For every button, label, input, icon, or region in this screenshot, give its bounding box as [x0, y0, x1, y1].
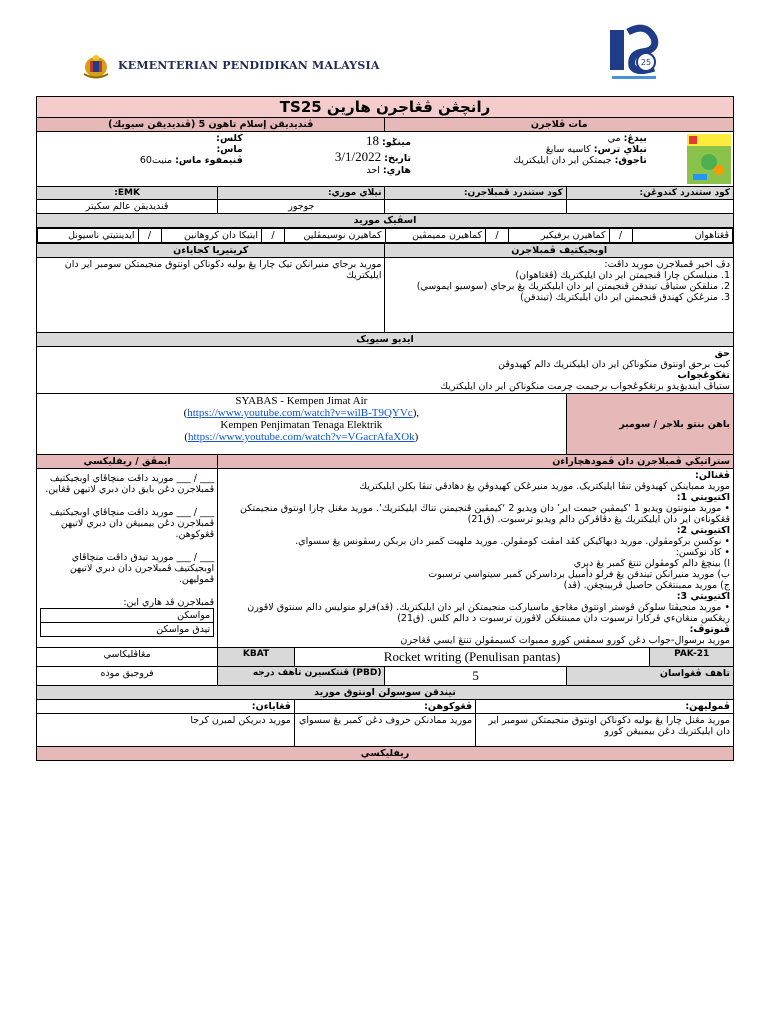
document-header	[0, 0, 768, 96]
closure-text: موريد برسوال-جواب دڠن ڬورو سمڤس ڬورو ممبوات كسيمڤولن تنتڠ ايسي ڤڠاجرن	[400, 635, 730, 646]
criteria-header: كريتيريا كجاياءن	[37, 244, 385, 258]
set-induction-label: ڤڠنالن:	[695, 470, 730, 481]
closure-label: ڤنوتوڤ:	[689, 624, 730, 635]
subject-label: مات ڤلاجرن	[385, 118, 734, 132]
resource-1-link[interactable]: https://www.youtube.com/watch?v=wilB-T9QYVc	[187, 407, 413, 419]
aspect-bilingual-mark: /	[262, 229, 285, 243]
postponed-options	[40, 608, 214, 637]
reflection-header: ريفليكسي	[37, 747, 734, 761]
reflection-line-2: ___ / ___ موريد داڤت منچاڤاي اوبجيكتيف ڤمبلاجرن دڠن بيمبيڠن دان دبري لاتيهن ڤڠوكوهن.	[49, 507, 215, 540]
impact-header: ايمڤق / ريفليكسي	[37, 455, 218, 469]
pak-value: Rocket writing (Penulisan pantas)	[383, 649, 561, 664]
emk-value: ڤنديديقن عالم سکيتر	[37, 200, 218, 214]
enrichment-text: موريد دبريكن لمبرن كرجا	[37, 714, 295, 747]
aspect-leadership: كماهيرن مميمڤين	[385, 229, 486, 243]
level-label: تاهف ڤڠواسان	[566, 667, 733, 686]
info-block-left	[37, 132, 246, 186]
aspects-header: اسڤيک موريد	[37, 214, 734, 228]
learning-standard-label: كود ستندرد ڤمبلاجرن:	[385, 187, 566, 200]
resource-2-link-line: (https://www.youtube.com/watch?v=VGacrAfaXOk)	[184, 431, 419, 443]
moral-value-text: جوجور	[288, 201, 315, 212]
duration-value: منيت60	[139, 155, 173, 166]
level-value-cell	[385, 667, 566, 686]
lesson-plan-table	[36, 96, 734, 761]
resource-2-link[interactable]: https://www.youtube.com/watch?v=VGacrAfaXOk	[188, 431, 415, 443]
pbd-label: (PBD) ڤنتکسيرن تاهف درجه	[218, 667, 385, 686]
resources-label: باهن بنتو بلاجر / سومبر	[566, 394, 733, 455]
info-block-middle	[246, 132, 414, 186]
remedial-text: موريد مڠنل چارا يڠ بوليه دڬوناكن اونتوق منجيمتكن سومبر اير دان ايليكتريك دڠن بيمبيڠن ڬورو	[476, 714, 734, 747]
aspect-national-identity: ايدينتيتي ناسيونل	[38, 229, 139, 243]
topic-value: جيمتكن اير دان ايليكتريك	[513, 155, 612, 166]
activity-3-text: • موريد منجيڤتا سلوڬن ڤوستر اونتوق مڠاجق ماسياركت منجيمتكن اير دان ايليكتريك. (ڤد)فرلو منوليس دالم سنتوق لاڤورن ريڠكس منڠانءي ڤركارا ترسبوت دان ممبنتڠكن لاڤورن ترسبوت د دالم كلس. (ق21)	[247, 602, 730, 624]
plan-title: رانچڠن ڤڠاجرن هارين TS25	[37, 97, 734, 118]
criteria-text	[37, 258, 385, 333]
date-value: 3/1/2022	[334, 149, 382, 164]
day-label: هاري:	[382, 165, 411, 176]
reflection-line-1: ___ / ___ موريد داڤت منچاڤاي اوبجيكتيف ڤمبلاجرن دڠن بايق دان دبري لاتيهن ڤڠاين.	[45, 473, 215, 495]
activity-2-text-d: ب) موريد منيرانكن تيندقن يڠ فرلو دأمبيل برداسركن ڬمبر سيتواسي ترسبوت	[428, 569, 730, 580]
aspect-thinking: كماهيرن برفيكير	[509, 229, 610, 243]
aspects-row	[37, 228, 734, 244]
ts25-logo-icon	[606, 22, 662, 84]
aspect-ethics-mark: /	[138, 229, 161, 243]
activity-2-text-c: ا) بينچڠ دالم كومڤولن تنتڠ ڬمبر يڠ دبري	[573, 558, 730, 569]
subject-title: ڤنديديقن إسلام تاهون 5 (ڤنديديقن سيويك)	[37, 118, 385, 132]
core-value-label: نيلاي ترس:	[593, 144, 647, 155]
activities-cell	[218, 469, 734, 648]
moral-value-label: نيلاي موري:	[218, 187, 385, 200]
objective-1: 1. منيلسكن چارا ڤنجيمتن اير دان ايليكتريك (ڤڠتاهوان)	[515, 270, 730, 281]
week-value: 18	[366, 133, 379, 148]
reflection-cell	[37, 469, 218, 648]
objective-2: 2. منلقكن ستياڤ تيندقن ڤنجيمتن اير دان ايليكتريك يڠ برجاي (سوسيو ايموسي)	[416, 281, 730, 292]
objectives-intro: دڤ اخير ڤمبلاجرن موريد داڤت:	[604, 259, 730, 270]
activity-2-text-a: • نوكسن بركومڤولن. موريد دبهاڬيكن كڤد امڤت كومڤولن. موريد ملهيت ڬمبر دان بربكن رسڤونس يڠ سسواي.	[295, 536, 730, 547]
activity-3-label: اكتيويتي 3:	[676, 591, 730, 602]
field-value: مي	[607, 133, 621, 144]
activity-2-text-b: • كاد نوكسن:	[675, 547, 730, 558]
set-induction-text: موريد ممباينكن كهيدوڤن تنڤا ايليكتريک. موريد منيرڠكن كهيدوڤن يڠ دهادڤي تنڤا بكلن ايليكتريك	[359, 481, 730, 492]
differentiation-header: تيندقن سوسولن اونتوق موريد	[37, 686, 734, 700]
time-label: ماس:	[216, 144, 243, 155]
content-standard-value	[566, 200, 733, 214]
moral-value-value	[218, 200, 385, 214]
aspect-thinking-mark: /	[486, 229, 509, 243]
info-block-right	[414, 132, 650, 186]
aspect-knowledge-mark: /	[609, 229, 632, 243]
civics-responsibility-heading: تڠڬوڠجواب	[677, 370, 730, 381]
reinforcement-text: موريد ممادنكن حروف دڠن ڬمبر يڠ سسواي	[294, 714, 475, 747]
activity-2-text-e: ج) موريد ممبنتڠكن حاصيل ڤربينچڠن. (ڤد)	[563, 580, 730, 591]
option-not-ok[interactable]: تيدق مواسكن	[41, 623, 214, 637]
field-label: بيدڠ:	[623, 133, 647, 144]
learning-standard-value	[385, 200, 566, 214]
objective-3: 3. منرڠكن كهندق ڤنجيمتن اير دان ايليكتريك (تيندقن)	[520, 292, 730, 303]
resources-cell	[37, 394, 567, 455]
objectives-cell	[385, 258, 734, 333]
resource-2-title: Kempen Penjimatan Tenaga Elektrik	[220, 419, 383, 431]
content-standard-label: كود ستندرد كندوڠن:	[566, 187, 733, 200]
civics-header: ايديو سيويک	[37, 333, 734, 347]
objectives-header: اوبجيكتيف ڤمبلاجرن	[385, 244, 734, 258]
pak-label: PAK-21	[650, 648, 734, 667]
emk-label: EMK:	[37, 187, 218, 200]
topic-label: تاجوق:	[614, 155, 647, 166]
malaysia-crest-icon	[82, 54, 110, 80]
strategy-header: ستراتيڬي ڤمبلاجرن دان ڤمودهچاراءن	[218, 455, 734, 469]
logo-number: 25	[640, 58, 652, 67]
aspect-knowledge: ڤڠتاهوان	[632, 229, 733, 243]
textbook-cell	[650, 132, 733, 186]
activity-1-text: • موريد منونتون ويديو 1 ‘كيمڤين جيمت اير’ دان ويديو 2 ‘كيمڤين ڤنجيمتن تناڬ ايليكتريك’. موريد مڠنل چارا اونتوق منجيمتكن ڤڠڬوناءن اير دان ايليكتريك يڠ دڤاڤرکن دالم ويديو ترسبوت. (ق21)	[240, 503, 730, 525]
resource-1-link-line: (https://www.youtube.com/watch?v=wilB-T9QYVc),	[183, 407, 420, 419]
day-value: احد	[366, 165, 380, 176]
civics-responsibility-text: ستياڤ اينديۏيدو برتڠڬوڠجواب برجيمت چرمت منڬوناكن اير دان ايليكتريك	[440, 381, 730, 392]
duration-label: ڤنيمفوء ماس:	[175, 155, 243, 166]
civics-rights-heading: حق	[714, 348, 730, 359]
aspect-ethics: ايتيكا دان كروهانين	[161, 229, 262, 243]
class-label: كلس:	[216, 133, 243, 144]
reflection-line-3: ___ / ___ موريد تيدق داڤت منچاڤاي اوبجيكتيف ڤمبلاجرن دان دبري لاتيهن ڤموليهن.	[69, 552, 215, 585]
resource-1-title: SYABAS - Kempen Jimat Air	[235, 395, 368, 407]
kbat-label: KBAT	[218, 648, 295, 667]
civics-rights-text: كيت برحق اونتوق منڬوناكن اير دان ايليكتريك دالم كهيدوڤن	[498, 359, 730, 370]
lesson-info-cell	[37, 132, 734, 187]
reinforcement-heading: ڤڠوكوهن:	[294, 700, 475, 714]
core-value-value: كاسيه سايڠ	[545, 144, 591, 155]
week-label: مينݢو:	[382, 137, 411, 148]
pak-value-cell	[294, 648, 649, 667]
aspect-bilingual: كماهيرن نوسيمڤلين	[285, 229, 386, 243]
ministry-name: KEMENTERIAN PENDIDIKAN MALAYSIA	[118, 59, 380, 72]
option-ok[interactable]: مواسكن	[41, 609, 214, 623]
textbook-cover-icon	[687, 134, 731, 184]
kbat-value: مڠاڤليكاسي	[37, 648, 218, 667]
pbd-value: فروجيق موده	[37, 667, 218, 686]
civics-cell	[37, 347, 734, 394]
level-value: 5	[472, 668, 479, 683]
postponed-label: ڤمبلاجرن ڤد هاري اين:	[123, 597, 215, 608]
activity-1-label: اكتيويتي 1:	[676, 492, 730, 503]
enrichment-heading: ڤڠاياءن:	[37, 700, 295, 714]
criteria-body: موريد برجاي منيرانكن تيک چارا يڠ بوليه دڬوناكن اونتوق منجيمتكن سومبر اير دان ايليكتريك	[64, 259, 382, 281]
date-label: تاريخ:	[384, 153, 411, 164]
activity-2-label: اكتيويتي 2:	[676, 525, 730, 536]
remedial-heading: ڤموليهن:	[476, 700, 734, 714]
